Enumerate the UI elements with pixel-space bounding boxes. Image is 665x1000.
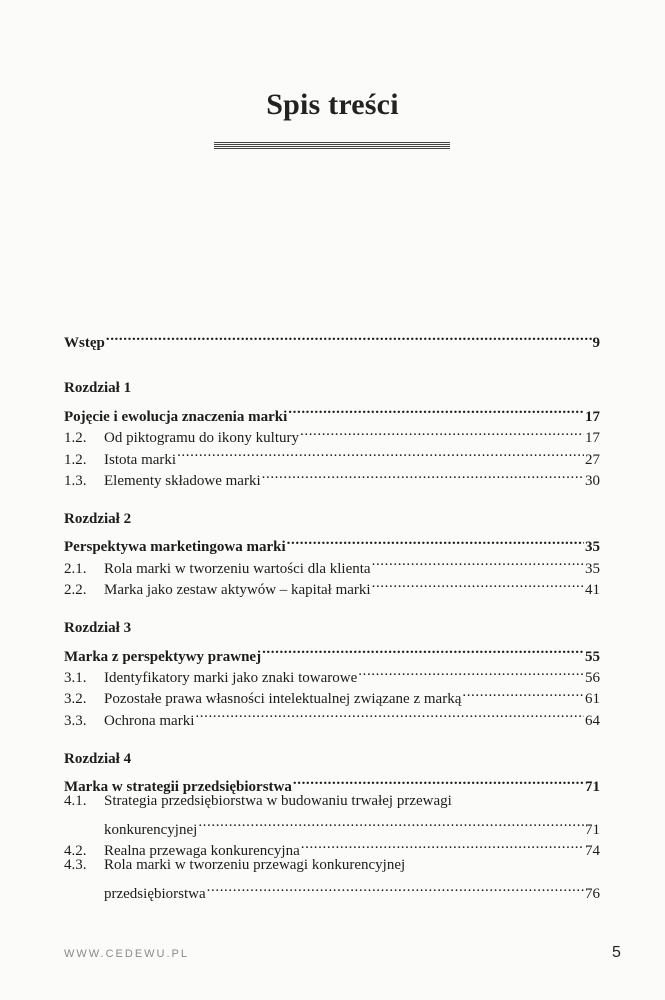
dot-leader [198,812,584,833]
toc-entry-label: Istota marki [104,451,177,468]
toc-entry-section[interactable] [64,791,600,812]
section-number: 3.3. [64,712,87,729]
page-title: Spis treści [266,88,399,121]
toc-page-number: 56 [585,669,600,686]
toc-page-number: 61 [585,691,600,708]
toc-entry-label: Rola marki w tworzeniu przewagi konkurencyjnej [104,857,406,874]
toc-page-number: 35 [585,560,600,577]
toc-page-number: 17 [585,430,600,447]
toc-page-number: 55 [585,648,600,665]
toc-entry-chapter[interactable] [64,770,600,796]
dot-leader [293,770,584,791]
toc-entry-section-continued[interactable] [64,877,600,903]
dot-leader [287,530,584,551]
section-number: 1.2. [64,430,87,447]
toc-entry-label: Od piktogramu do ikony kultury [104,430,299,447]
dot-leader [301,834,584,855]
section-number: 2.1. [64,560,87,577]
section-number: 3.1. [64,669,87,686]
chapter-heading: Rozdział 4 [64,750,132,767]
toc-entry-chapter[interactable] [64,639,600,665]
toc-entry-label: konkurencyjnej [104,821,198,838]
toc-page-number: 71 [585,821,600,838]
toc-entry-chapter[interactable] [64,399,600,425]
dot-leader [372,551,584,572]
toc-entry-label: Marka w strategii przedsiębiorstwa [64,779,292,796]
section-number: 3.2. [64,691,87,708]
toc-entry-chapter[interactable] [64,530,600,556]
dot-leader [262,464,584,485]
section-number: 4.1. [64,793,87,810]
toc-entry-label: Elementy składowe marki [104,472,261,489]
toc-entry-label: Rola marki w tworzeniu wartości dla klienta [104,560,371,577]
toc-entry-label: Ochrona marki [104,712,195,729]
toc-entry-label: Identyfikatory marki jako znaki towarowe [104,669,358,686]
toc-page-number: 9 [592,335,600,352]
toc-entry-label: Marka jako zestaw aktywów – kapitał marki [104,582,371,599]
dot-leader [300,421,584,442]
page-number: 5 [612,944,621,961]
toc-page-number: 64 [585,712,600,729]
dot-leader [288,399,584,420]
toc-entry-label: Pojęcie i ewolucja znaczenia marki [64,408,288,425]
section-number: 4.3. [64,857,87,874]
toc-page-number: 71 [585,779,600,796]
toc-page-number: 76 [585,886,600,903]
toc-page-number: 27 [585,451,600,468]
toc-entry-label: Realna przewaga konkurencyjna [104,843,300,860]
dot-leader [462,682,584,703]
section-number: 1.2. [64,451,87,468]
dot-leader [177,442,584,463]
toc-page-number: 30 [585,472,600,489]
toc-page-number: 74 [585,843,600,860]
chapter-heading: Rozdział 3 [64,620,132,637]
toc-page-number: 17 [585,408,600,425]
chapter-heading: Rozdział 2 [64,510,132,527]
toc-entry-label: przedsiębiorstwa [104,886,206,903]
toc-entry-section-continued[interactable] [64,812,600,838]
dot-leader [195,703,584,724]
footer-website: WWW.CEDEWU.PL [64,948,189,960]
toc-entry-section[interactable] [64,855,600,876]
section-number: 1.3. [64,472,87,489]
table-of-contents [64,326,600,903]
toc-entry-label: Strategia przedsiębiorstwa w budowaniu trwałej przewagi [104,793,452,810]
toc-page-number: 35 [585,539,600,556]
dot-leader [358,661,584,682]
dot-leader [207,877,584,898]
section-number: 4.2. [64,843,87,860]
dot-leader [262,639,584,660]
toc-entry-label: Pozostałe prawa własności intelektualnej związane z marką [104,691,462,708]
section-number: 2.2. [64,582,87,599]
chapter-heading: Rozdział 1 [64,380,132,397]
title-underline [214,142,450,151]
toc-entry-label: Wstęp [64,335,105,352]
toc-entry-label: Marka z perspektywy prawnej [64,648,262,665]
toc-entry-intro[interactable] [64,326,600,352]
dot-leader [372,573,584,594]
dot-leader [106,326,592,347]
toc-page-number: 41 [585,582,600,599]
toc-entry-label: Perspektywa marketingowa marki [64,539,286,556]
